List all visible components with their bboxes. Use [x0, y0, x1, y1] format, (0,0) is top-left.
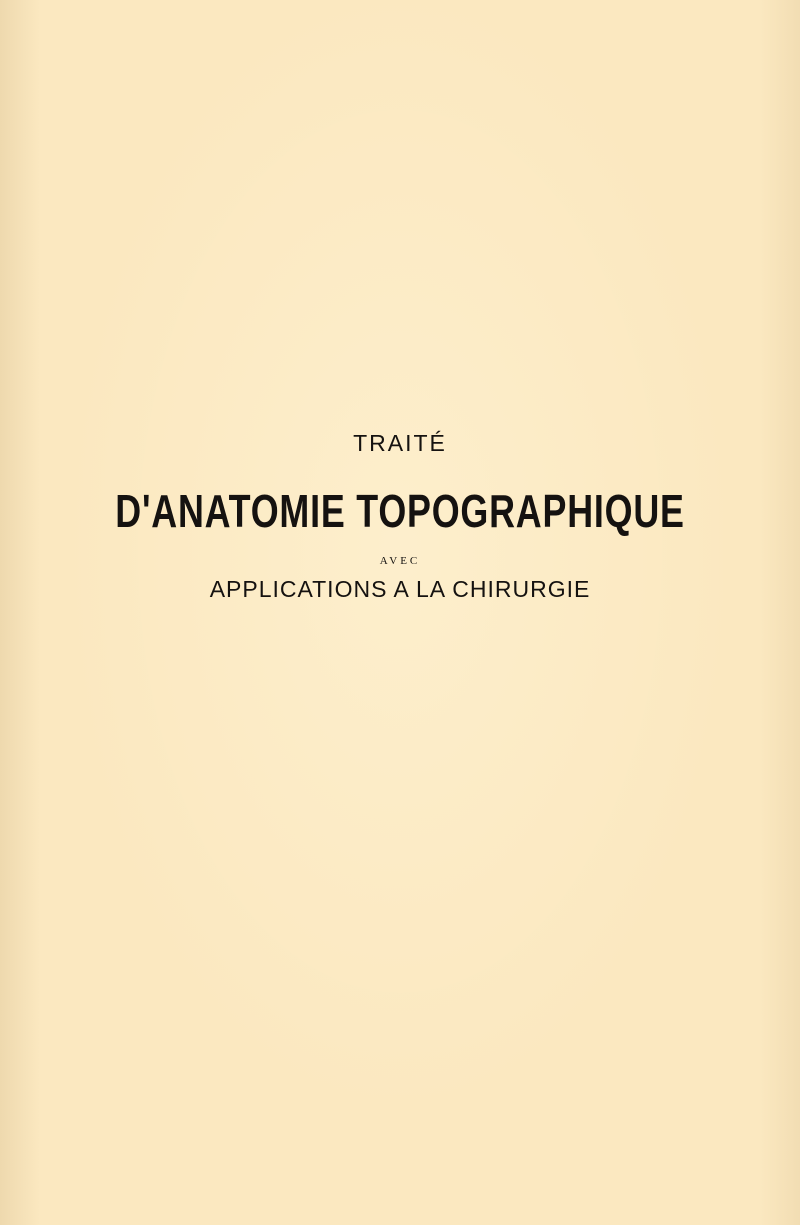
title-main: D'ANATOMIE TOPOGRAPHIQUE [115, 485, 685, 537]
title-connector: AVEC [379, 555, 421, 567]
title-line-traite: TRAITÉ [353, 430, 447, 456]
bleed-through-text [0, 80, 800, 156]
title-subtitle: APPLICATIONS A LA CHIRURGIE [209, 576, 591, 602]
